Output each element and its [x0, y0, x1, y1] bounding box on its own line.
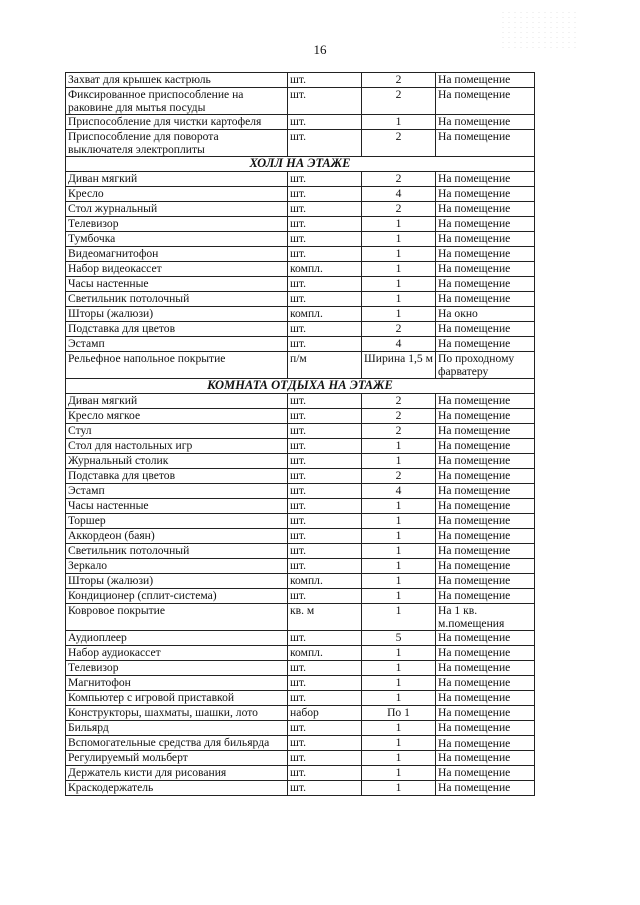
unit-cell: набор	[288, 706, 362, 721]
quantity-cell: 1	[362, 661, 436, 676]
note-cell: По проходному фарватеру	[436, 352, 535, 379]
quantity-cell: 1	[362, 247, 436, 262]
quantity-cell: 2	[362, 73, 436, 88]
unit-cell: шт.	[288, 424, 362, 439]
page-number: 16	[313, 42, 327, 57]
table-row	[66, 352, 535, 379]
unit-cell: шт.	[288, 499, 362, 514]
table-row	[66, 292, 535, 307]
item-name-cell: Светильник потолочный	[66, 292, 288, 307]
item-name-cell: Аккордеон (баян)	[66, 529, 288, 544]
item-name-cell: Журнальный столик	[66, 454, 288, 469]
note-cell: На помещение	[436, 262, 535, 277]
section-title: ХОЛЛ НА ЭТАЖЕ	[66, 157, 535, 172]
unit-cell: шт.	[288, 73, 362, 88]
unit-cell: шт.	[288, 484, 362, 499]
quantity-cell: 2	[362, 409, 436, 424]
quantity-cell: 1	[362, 217, 436, 232]
note-cell: На помещение	[436, 781, 535, 796]
note-cell: На помещение	[436, 337, 535, 352]
item-name-cell: Магнитофон	[66, 676, 288, 691]
table-row	[66, 484, 535, 499]
item-name-cell: Эстамп	[66, 484, 288, 499]
note-cell: На помещение	[436, 736, 535, 751]
note-cell: На помещение	[436, 691, 535, 706]
item-name-cell: Кресло	[66, 187, 288, 202]
table-row	[66, 676, 535, 691]
note-cell: На помещение	[436, 499, 535, 514]
quantity-cell: 2	[362, 88, 436, 115]
unit-cell: шт.	[288, 292, 362, 307]
table-row	[66, 544, 535, 559]
section-header-row	[66, 157, 535, 172]
note-cell: На помещение	[436, 676, 535, 691]
unit-cell: шт.	[288, 277, 362, 292]
item-name-cell: Компьютер с игровой приставкой	[66, 691, 288, 706]
table-row	[66, 736, 535, 751]
unit-cell: шт.	[288, 514, 362, 529]
table-row	[66, 172, 535, 187]
quantity-cell: 1	[362, 589, 436, 604]
table-row	[66, 454, 535, 469]
item-name-cell: Часы настенные	[66, 277, 288, 292]
item-name-cell: Приспособление для поворота выключателя электроплиты	[66, 130, 288, 157]
note-cell: На помещение	[436, 394, 535, 409]
quantity-cell: 1	[362, 454, 436, 469]
unit-cell: компл.	[288, 646, 362, 661]
table-row	[66, 322, 535, 337]
note-cell: На помещение	[436, 721, 535, 736]
table-row	[66, 394, 535, 409]
note-cell: На окно	[436, 307, 535, 322]
quantity-cell: 1	[362, 574, 436, 589]
note-cell: На помещение	[436, 574, 535, 589]
table-row	[66, 115, 535, 130]
note-cell: На помещение	[436, 469, 535, 484]
unit-cell: шт.	[288, 559, 362, 574]
quantity-cell: 1	[362, 292, 436, 307]
note-cell: На помещение	[436, 484, 535, 499]
unit-cell: компл.	[288, 574, 362, 589]
unit-cell: шт.	[288, 589, 362, 604]
quantity-cell: По 1	[362, 706, 436, 721]
table-row	[66, 130, 535, 157]
note-cell: На помещение	[436, 439, 535, 454]
note-cell: На помещение	[436, 751, 535, 766]
unit-cell: шт.	[288, 736, 362, 751]
note-cell: На помещение	[436, 661, 535, 676]
item-name-cell: Эстамп	[66, 337, 288, 352]
item-name-cell: Регулируемый мольберт	[66, 751, 288, 766]
unit-cell: шт.	[288, 217, 362, 232]
item-name-cell: Телевизор	[66, 217, 288, 232]
table-row	[66, 781, 535, 796]
table-row	[66, 574, 535, 589]
quantity-cell: 2	[362, 130, 436, 157]
quantity-cell: 4	[362, 337, 436, 352]
note-cell: На помещение	[436, 706, 535, 721]
table-row	[66, 499, 535, 514]
quantity-cell: 1	[362, 529, 436, 544]
table-row	[66, 631, 535, 646]
table-row	[66, 88, 535, 115]
item-name-cell: Тумбочка	[66, 232, 288, 247]
inventory-table-body	[66, 73, 535, 796]
table-row	[66, 307, 535, 322]
quantity-cell: 1	[362, 559, 436, 574]
quantity-cell: 2	[362, 172, 436, 187]
quantity-cell: 1	[362, 646, 436, 661]
quantity-cell: 5	[362, 631, 436, 646]
table-row	[66, 559, 535, 574]
table-row	[66, 217, 535, 232]
quantity-cell: 1	[362, 691, 436, 706]
item-name-cell: Часы настенные	[66, 499, 288, 514]
item-name-cell: Шторы (жалюзи)	[66, 574, 288, 589]
quantity-cell: 1	[362, 439, 436, 454]
item-name-cell: Держатель кисти для рисования	[66, 766, 288, 781]
unit-cell: шт.	[288, 751, 362, 766]
item-name-cell: Шторы (жалюзи)	[66, 307, 288, 322]
item-name-cell: Кресло мягкое	[66, 409, 288, 424]
item-name-cell: Кондиционер (сплит-система)	[66, 589, 288, 604]
note-cell: На помещение	[436, 292, 535, 307]
item-name-cell: Рельефное напольное покрытие	[66, 352, 288, 379]
quantity-cell: 1	[362, 751, 436, 766]
unit-cell: шт.	[288, 544, 362, 559]
item-name-cell: Ковровое покрытие	[66, 604, 288, 631]
item-name-cell: Подставка для цветов	[66, 322, 288, 337]
table-row	[66, 73, 535, 88]
note-cell: На помещение	[436, 424, 535, 439]
unit-cell: шт.	[288, 115, 362, 130]
note-cell: На помещение	[436, 247, 535, 262]
note-cell: На помещение	[436, 646, 535, 661]
quantity-cell: 2	[362, 202, 436, 217]
section-title: КОМНАТА ОТДЫХА НА ЭТАЖЕ	[66, 379, 535, 394]
quantity-cell: 2	[362, 469, 436, 484]
inventory-table	[65, 72, 535, 796]
item-name-cell: Диван мягкий	[66, 394, 288, 409]
table-row	[66, 706, 535, 721]
table-row	[66, 766, 535, 781]
table-row	[66, 721, 535, 736]
unit-cell: шт.	[288, 454, 362, 469]
quantity-cell: 1	[362, 262, 436, 277]
unit-cell: шт.	[288, 337, 362, 352]
table-row	[66, 247, 535, 262]
table-row	[66, 187, 535, 202]
note-cell: На помещение	[436, 232, 535, 247]
quantity-cell: 1	[362, 676, 436, 691]
item-name-cell: Светильник потолочный	[66, 544, 288, 559]
note-cell: На помещение	[436, 172, 535, 187]
quantity-cell: 1	[362, 721, 436, 736]
unit-cell: шт.	[288, 88, 362, 115]
item-name-cell: Зеркало	[66, 559, 288, 574]
note-cell: На помещение	[436, 130, 535, 157]
note-cell: На помещение	[436, 454, 535, 469]
unit-cell: шт.	[288, 691, 362, 706]
quantity-cell: 1	[362, 604, 436, 631]
quantity-cell: 1	[362, 499, 436, 514]
table-row	[66, 691, 535, 706]
unit-cell: кв. м	[288, 604, 362, 631]
item-name-cell: Телевизор	[66, 661, 288, 676]
item-name-cell: Захват для крышек кастрюль	[66, 73, 288, 88]
item-name-cell: Вспомогательные средства для бильярда	[66, 736, 288, 751]
quantity-cell: 4	[362, 187, 436, 202]
unit-cell: п/м	[288, 352, 362, 379]
note-cell: На 1 кв. м.помещения	[436, 604, 535, 631]
unit-cell: компл.	[288, 307, 362, 322]
unit-cell: шт.	[288, 529, 362, 544]
note-cell: На помещение	[436, 322, 535, 337]
quantity-cell: 1	[362, 514, 436, 529]
note-cell: На помещение	[436, 559, 535, 574]
unit-cell: шт.	[288, 187, 362, 202]
table-row	[66, 469, 535, 484]
table-row	[66, 409, 535, 424]
item-name-cell: Видеомагнитофон	[66, 247, 288, 262]
item-name-cell: Фиксированное приспособление на раковине для мытья посуды	[66, 88, 288, 115]
table-row	[66, 424, 535, 439]
unit-cell: шт.	[288, 661, 362, 676]
item-name-cell: Краскодержатель	[66, 781, 288, 796]
quantity-cell: 2	[362, 394, 436, 409]
table-row	[66, 661, 535, 676]
quantity-cell: 1	[362, 307, 436, 322]
item-name-cell: Диван мягкий	[66, 172, 288, 187]
unit-cell: шт.	[288, 232, 362, 247]
note-cell: На помещение	[436, 202, 535, 217]
item-name-cell: Торшер	[66, 514, 288, 529]
note-cell: На помещение	[436, 187, 535, 202]
item-name-cell: Бильярд	[66, 721, 288, 736]
unit-cell: шт.	[288, 469, 362, 484]
table-row	[66, 589, 535, 604]
note-cell: На помещение	[436, 88, 535, 115]
table-row	[66, 646, 535, 661]
note-cell: На помещение	[436, 409, 535, 424]
unit-cell: шт.	[288, 439, 362, 454]
unit-cell: шт.	[288, 202, 362, 217]
unit-cell: компл.	[288, 262, 362, 277]
section-header-row	[66, 379, 535, 394]
note-cell: На помещение	[436, 631, 535, 646]
unit-cell: шт.	[288, 676, 362, 691]
unit-cell: шт.	[288, 247, 362, 262]
quantity-cell: 1	[362, 115, 436, 130]
unit-cell: шт.	[288, 172, 362, 187]
quantity-cell: 1	[362, 544, 436, 559]
table-row	[66, 529, 535, 544]
table-row	[66, 337, 535, 352]
item-name-cell: Конструкторы, шахматы, шашки, лото	[66, 706, 288, 721]
table-row	[66, 277, 535, 292]
quantity-cell: 4	[362, 484, 436, 499]
note-cell: На помещение	[436, 544, 535, 559]
table-row	[66, 202, 535, 217]
unit-cell: шт.	[288, 721, 362, 736]
quantity-cell: 1	[362, 277, 436, 292]
note-cell: На помещение	[436, 73, 535, 88]
item-name-cell: Стол журнальный	[66, 202, 288, 217]
unit-cell: шт.	[288, 409, 362, 424]
table-row	[66, 604, 535, 631]
unit-cell: шт.	[288, 631, 362, 646]
quantity-cell: 1	[362, 736, 436, 751]
item-name-cell: Набор аудиокассет	[66, 646, 288, 661]
unit-cell: шт.	[288, 130, 362, 157]
note-cell: На помещение	[436, 514, 535, 529]
quantity-cell: 1	[362, 232, 436, 247]
unit-cell: шт.	[288, 781, 362, 796]
item-name-cell: Стул	[66, 424, 288, 439]
quantity-cell: 1	[362, 766, 436, 781]
note-cell: На помещение	[436, 529, 535, 544]
table-row	[66, 751, 535, 766]
note-cell: На помещение	[436, 217, 535, 232]
item-name-cell: Стол для настольных игр	[66, 439, 288, 454]
table-row	[66, 439, 535, 454]
item-name-cell: Набор видеокассет	[66, 262, 288, 277]
note-cell: На помещение	[436, 766, 535, 781]
table-row	[66, 262, 535, 277]
note-cell: На помещение	[436, 589, 535, 604]
unit-cell: шт.	[288, 394, 362, 409]
item-name-cell: Приспособление для чистки картофеля	[66, 115, 288, 130]
table-row	[66, 232, 535, 247]
item-name-cell: Подставка для цветов	[66, 469, 288, 484]
note-cell: На помещение	[436, 115, 535, 130]
item-name-cell: Аудиоплеер	[66, 631, 288, 646]
quantity-cell: 2	[362, 424, 436, 439]
table-row	[66, 514, 535, 529]
quantity-cell: 1	[362, 781, 436, 796]
quantity-cell: Ширина 1,5 м	[362, 352, 436, 379]
note-cell: На помещение	[436, 277, 535, 292]
unit-cell: шт.	[288, 766, 362, 781]
unit-cell: шт.	[288, 322, 362, 337]
quantity-cell: 2	[362, 322, 436, 337]
